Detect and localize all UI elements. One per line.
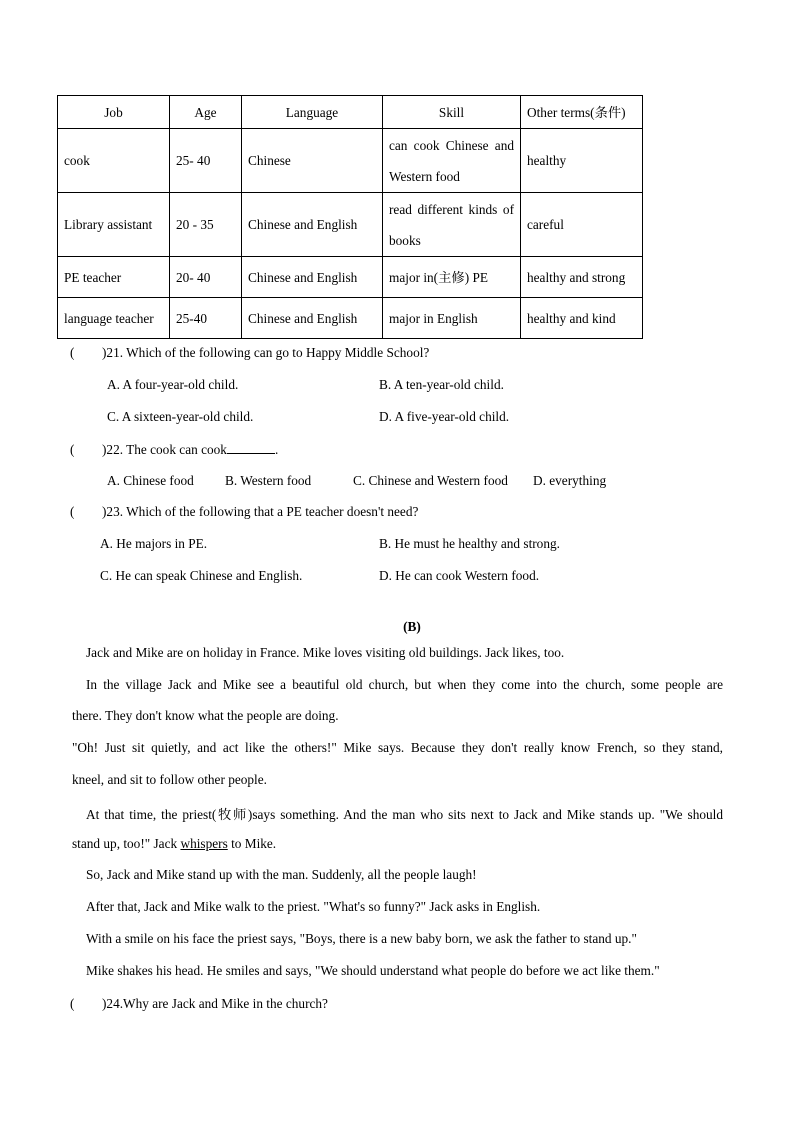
option-21d: D. A five-year-old child. xyxy=(379,409,510,424)
question-24 xyxy=(70,996,328,1012)
passage-paragraph-3-line-2: kneel, and sit to follow other people. xyxy=(72,772,267,787)
answer-paren: ( xyxy=(70,996,75,1011)
section-b-heading: (B) xyxy=(403,619,421,634)
cell-job: PE teacher xyxy=(58,257,170,298)
option-22c: C. Chinese and Western food xyxy=(353,473,508,488)
cell-job: cook xyxy=(58,129,170,193)
cell-age: 20- 40 xyxy=(170,257,242,298)
cell-skill: can cook Chinese and Western food xyxy=(383,129,521,193)
option-23c: C. He can speak Chinese and English. xyxy=(100,568,303,583)
cell-language: Chinese and English xyxy=(242,193,383,257)
passage-paragraph-2-line-2: there. They don't know what the people are doing. xyxy=(72,708,339,723)
table-row xyxy=(58,193,643,257)
answer-paren: ( xyxy=(70,442,75,457)
passage-paragraph-7: With a smile on his face the priest says, "Boys, there is a new baby born, we ask the father to stand up." xyxy=(86,931,637,946)
passage-paragraph-2-line-1: In the village Jack and Mike see a beautiful old church, but when they come into the church, some people are xyxy=(86,677,723,692)
table-row xyxy=(58,129,643,193)
option-23d: D. He can cook Western food. xyxy=(379,568,540,583)
cell-age: 20 - 35 xyxy=(170,193,242,257)
passage-text: to Mike. xyxy=(227,836,277,851)
header-other-terms: Other terms(条件) xyxy=(521,96,643,129)
passage-paragraph-3-line-1: "Oh! Just sit quietly, and act like the others!" Mike says. Because they don't really know French, so they stand, xyxy=(72,740,723,755)
option-21a: A. A four-year-old child. xyxy=(107,377,239,392)
cell-skill: read different kinds of books xyxy=(383,193,521,257)
option-23a: A. He majors in PE. xyxy=(100,536,208,551)
cell-terms: healthy and strong xyxy=(521,257,643,298)
question-22 xyxy=(70,441,278,458)
question-21-stem: )21. Which of the following can go to Happy Middle School? xyxy=(102,345,430,360)
question-22-stem: )22. The cook can cook xyxy=(102,442,227,457)
table-row xyxy=(58,298,643,339)
table-row xyxy=(58,257,643,298)
question-23-stem: )23. Which of the following that a PE teacher doesn't need? xyxy=(102,504,419,519)
passage-paragraph-8: Mike shakes his head. He smiles and says, "We should understand what people do before we act like them." xyxy=(86,963,660,978)
cell-job: language teacher xyxy=(58,298,170,339)
cell-language: Chinese and English xyxy=(242,257,383,298)
cell-language: Chinese xyxy=(242,129,383,193)
passage-paragraph-4-line-1: At that time, the priest(牧师)says something. And the man who sits next to Jack and Mike stands up. "We should xyxy=(86,807,723,822)
passage-paragraph-6: After that, Jack and Mike walk to the priest. "What's so funny?" Jack asks in English. xyxy=(86,899,541,914)
answer-paren: ( xyxy=(70,345,75,360)
question-23 xyxy=(70,504,418,520)
question-21 xyxy=(70,345,429,361)
question-24-stem: )24.Why are Jack and Mike in the church? xyxy=(102,996,328,1011)
cell-job: Library assistant xyxy=(58,193,170,257)
cell-terms: healthy xyxy=(521,129,643,193)
header-age: Age xyxy=(170,96,242,129)
option-22b: B. Western food xyxy=(225,473,312,488)
option-22a: A. Chinese food xyxy=(107,473,194,488)
cell-skill: major in English xyxy=(383,298,521,339)
cell-terms: careful xyxy=(521,193,643,257)
header-job: Job xyxy=(58,96,170,129)
cell-terms: healthy and kind xyxy=(521,298,643,339)
passage-text: stand up, too!" Jack xyxy=(72,836,181,851)
option-21b: B. A ten-year-old child. xyxy=(379,377,504,392)
jobs-table xyxy=(57,95,643,339)
passage-paragraph-1: Jack and Mike are on holiday in France. Mike loves visiting old buildings. Jack likes, too. xyxy=(86,645,565,660)
option-23b: B. He must he healthy and strong. xyxy=(379,536,560,551)
cell-skill: major in(主修) PE xyxy=(383,257,521,298)
answer-blank xyxy=(227,441,275,454)
question-22-stem-end: . xyxy=(274,442,279,457)
underlined-word: whispers xyxy=(180,836,228,851)
passage-paragraph-5: So, Jack and Mike stand up with the man. Suddenly, all the people laugh! xyxy=(86,867,477,882)
cell-language: Chinese and English xyxy=(242,298,383,339)
table-header-row xyxy=(58,96,643,129)
cell-age: 25-40 xyxy=(170,298,242,339)
passage-paragraph-4-line-2 xyxy=(72,836,276,852)
option-21c: C. A sixteen-year-old child. xyxy=(107,409,254,424)
header-language: Language xyxy=(242,96,383,129)
header-skill: Skill xyxy=(383,96,521,129)
answer-paren: ( xyxy=(70,504,75,519)
cell-age: 25- 40 xyxy=(170,129,242,193)
option-22d: D. everything xyxy=(533,473,607,488)
